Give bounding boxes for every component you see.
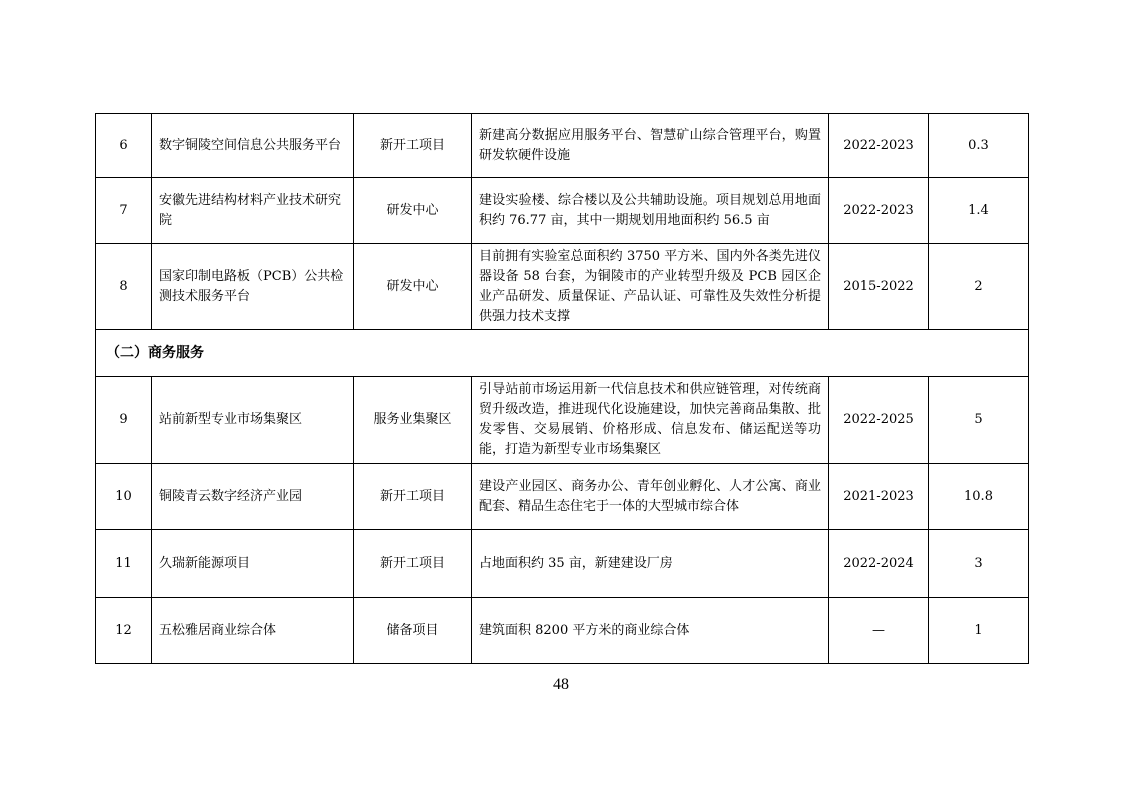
project-type: 新开工项目 <box>354 464 472 530</box>
project-description: 建设实验楼、综合楼以及公共辅助设施。项目规划总用地面积约 76.77 亩，其中一期规划用地面积约 56.5 亩 <box>472 178 829 244</box>
row-number: 6 <box>96 114 152 178</box>
table-row <box>96 377 1029 464</box>
project-value: 0.3 <box>929 114 1029 178</box>
project-period: 2021-2023 <box>829 464 929 530</box>
project-value: 1.4 <box>929 178 1029 244</box>
project-table <box>95 113 1029 664</box>
project-value: 10.8 <box>929 464 1029 530</box>
project-type: 研发中心 <box>354 244 472 330</box>
project-value: 5 <box>929 377 1029 464</box>
project-description: 引导站前市场运用新一代信息技术和供应链管理，对传统商贸升级改造，推进现代化设施建设，加快完善商品集散、批发零售、交易展销、价格形成、信息发布、储运配送等功能，打造为新型专业市场集聚区 <box>472 377 829 464</box>
row-number: 12 <box>96 598 152 664</box>
table-row <box>96 114 1029 178</box>
project-description: 占地面积约 35 亩，新建建设厂房 <box>472 530 829 598</box>
row-number: 7 <box>96 178 152 244</box>
project-value: 3 <box>929 530 1029 598</box>
project-name: 铜陵青云数字经济产业园 <box>152 464 354 530</box>
project-value: 2 <box>929 244 1029 330</box>
row-number: 10 <box>96 464 152 530</box>
section-row <box>96 330 1029 377</box>
project-value: 1 <box>929 598 1029 664</box>
project-period: 2022-2023 <box>829 178 929 244</box>
table-row <box>96 244 1029 330</box>
project-name: 数字铜陵空间信息公共服务平台 <box>152 114 354 178</box>
project-description: 新建高分数据应用服务平台、智慧矿山综合管理平台，购置研发软硬件设施 <box>472 114 829 178</box>
row-number: 9 <box>96 377 152 464</box>
project-name: 久瑞新能源项目 <box>152 530 354 598</box>
project-period: 2022-2024 <box>829 530 929 598</box>
project-name: 国家印制电路板（PCB）公共检测技术服务平台 <box>152 244 354 330</box>
project-name: 站前新型专业市场集聚区 <box>152 377 354 464</box>
project-name: 五松雅居商业综合体 <box>152 598 354 664</box>
project-period: — <box>829 598 929 664</box>
row-number: 8 <box>96 244 152 330</box>
project-period: 2022-2023 <box>829 114 929 178</box>
table-row <box>96 598 1029 664</box>
project-name: 安徽先进结构材料产业技术研究院 <box>152 178 354 244</box>
table-row <box>96 178 1029 244</box>
project-type: 新开工项目 <box>354 114 472 178</box>
project-description: 建设产业园区、商务办公、青年创业孵化、人才公寓、商业配套、精品生态住宅于一体的大型城市综合体 <box>472 464 829 530</box>
project-period: 2015-2022 <box>829 244 929 330</box>
project-type: 服务业集聚区 <box>354 377 472 464</box>
table-row <box>96 464 1029 530</box>
table-row <box>96 530 1029 598</box>
project-period: 2022-2025 <box>829 377 929 464</box>
section-title: （二）商务服务 <box>96 330 1029 377</box>
project-description: 目前拥有实验室总面积约 3750 平方米、国内外各类先进仪器设备 58 台套，为铜陵市的产业转型升级及 PCB 园区企业产品研发、质量保证、产品认证、可靠性及失效性分析提供强力技术支撑 <box>472 244 829 330</box>
row-number: 11 <box>96 530 152 598</box>
page-number: 48 <box>553 676 569 693</box>
project-type: 新开工项目 <box>354 530 472 598</box>
project-description: 建筑面积 8200 平方米的商业综合体 <box>472 598 829 664</box>
project-type: 研发中心 <box>354 178 472 244</box>
project-type: 储备项目 <box>354 598 472 664</box>
